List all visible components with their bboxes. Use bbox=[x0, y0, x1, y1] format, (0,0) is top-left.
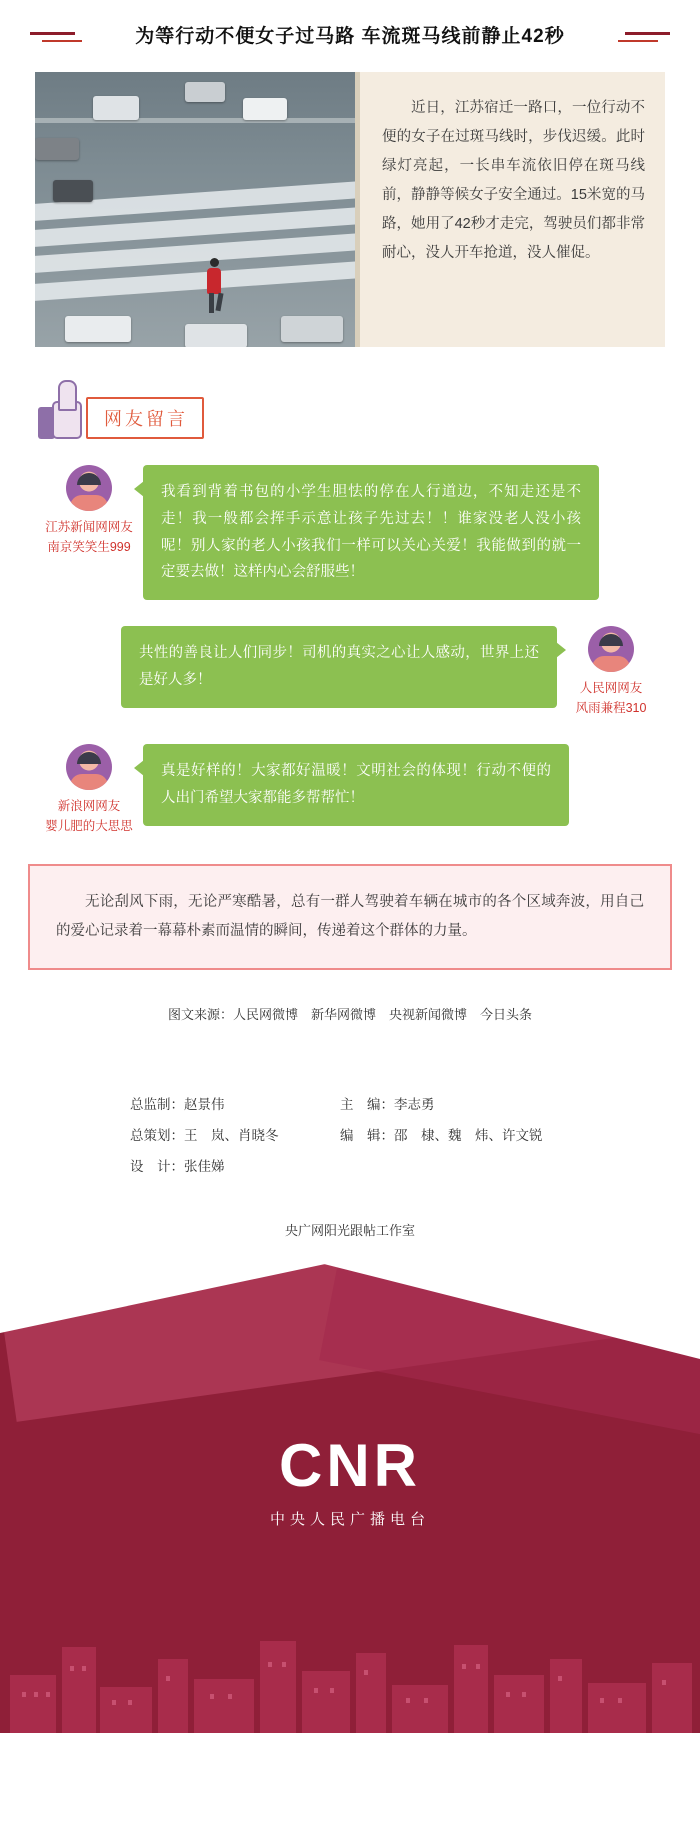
header-rule-left-secondary bbox=[42, 40, 82, 42]
credit-line: 主 编：李志勇 bbox=[340, 1097, 435, 1113]
story-text-panel bbox=[355, 72, 665, 347]
car bbox=[243, 98, 287, 120]
crosswalk-photo bbox=[35, 72, 355, 347]
cnr-logo-subtitle: 中央人民广播电台 bbox=[269, 1511, 430, 1529]
footer-banner bbox=[0, 1263, 700, 1733]
comment-author-source: 江苏新闻网网友 bbox=[45, 520, 133, 534]
thumbs-up-icon bbox=[38, 383, 82, 439]
car bbox=[185, 82, 225, 102]
credit-line: 总策划：王 岚、肖晓冬 bbox=[130, 1128, 279, 1144]
pedestrian bbox=[207, 268, 221, 294]
credit-line: 设 计：张佳娣 bbox=[130, 1159, 225, 1175]
avatar bbox=[588, 626, 634, 672]
header-rule-right-secondary bbox=[618, 40, 658, 42]
closing-quote-text: 无论刮风下雨，无论严寒酷暑，总有一群人驾驶着车辆在城市的各个区域奔波，用自己的爱心记录着一幕幕朴素而温情的瞬间，传递着这个群体的力量。 bbox=[56, 894, 644, 940]
comment-item bbox=[35, 626, 665, 718]
car bbox=[65, 316, 131, 342]
car bbox=[35, 138, 79, 160]
credit-line: 编 辑：邵 棣、魏 炜、许文锐 bbox=[340, 1128, 543, 1144]
page-header bbox=[0, 10, 700, 58]
car bbox=[281, 316, 343, 342]
comment-section-label: 网友留言 bbox=[86, 397, 204, 439]
cnr-logo: CNR bbox=[279, 1432, 421, 1500]
pedestrian-leg bbox=[209, 293, 214, 313]
car bbox=[185, 324, 247, 347]
comment-author-nickname: 南京笑笑生999 bbox=[47, 540, 131, 554]
credits-column-right bbox=[340, 1089, 570, 1182]
comment-bubble: 共性的善良让人们同步！司机的真实之心让人感动，世界上还是好人多！ bbox=[121, 626, 557, 708]
comment-item bbox=[35, 465, 665, 600]
studio-line: 央广网阳光跟帖工作室 bbox=[284, 1223, 415, 1239]
footer-wedge-right bbox=[320, 1263, 700, 1359]
footer-wedge-left bbox=[0, 1263, 330, 1333]
page-title: 为等行动不便女子过马路 车流斑马线前静止42秒 bbox=[125, 21, 574, 48]
comment-section-header bbox=[38, 377, 700, 439]
footer-logo-block bbox=[0, 1431, 700, 1529]
source-line: 图文来源：人民网微博 新华网微博 央视新闻微博 今日头条 bbox=[167, 1007, 532, 1023]
comment-author bbox=[557, 626, 665, 718]
avatar bbox=[66, 465, 112, 511]
credit-line: 总监制：赵景伟 bbox=[130, 1097, 225, 1113]
comment-author-source: 人民网网友 bbox=[579, 681, 643, 696]
comment-bubble: 真是好样的！大家都好温暖！文明社会的体现！行动不便的人出门希望大家都能多帮帮忙！ bbox=[143, 744, 569, 826]
comment-author-nickname: 风雨兼程310 bbox=[575, 701, 647, 716]
car bbox=[53, 180, 93, 202]
comment-item bbox=[35, 744, 665, 836]
credits-block bbox=[0, 1089, 700, 1182]
avatar bbox=[66, 744, 112, 790]
credits-column-left bbox=[130, 1089, 340, 1182]
city-skyline bbox=[0, 1613, 700, 1733]
header-rule-right bbox=[625, 32, 670, 35]
comment-author bbox=[35, 744, 143, 836]
header-rule-left bbox=[30, 32, 75, 35]
comment-author-source: 新浪网网友 bbox=[57, 799, 121, 814]
lead-block bbox=[35, 72, 665, 347]
closing-quote-box bbox=[28, 864, 672, 970]
comment-author-nickname: 婴儿肥的大思思 bbox=[45, 819, 133, 834]
car bbox=[93, 96, 139, 120]
comment-list bbox=[35, 465, 665, 836]
pedestrian-head bbox=[210, 258, 219, 267]
comment-author bbox=[35, 465, 143, 557]
story-paragraph: 近日，江苏宿迁一路口，一位行动不便的女子在过斑马线时，步伐迟缓。此时绿灯亮起，一长串车流依旧停在斑马线前，静静等候女子安全通过。15米宽的马路，她用了42秒才走完，驾驶员们都非常耐心，没人开车抢道，没人催促。 bbox=[382, 100, 645, 261]
comment-bubble: 我看到背着书包的小学生胆怯的停在人行道边，不知走还是不走！我一般都会挥手示意让孩子先过去！！谁家没老人没小孩呢！别人家的老人小孩我们一样可以关心关爱！我能做到的就一定要去做！这样内心会舒服些！ bbox=[143, 465, 599, 600]
